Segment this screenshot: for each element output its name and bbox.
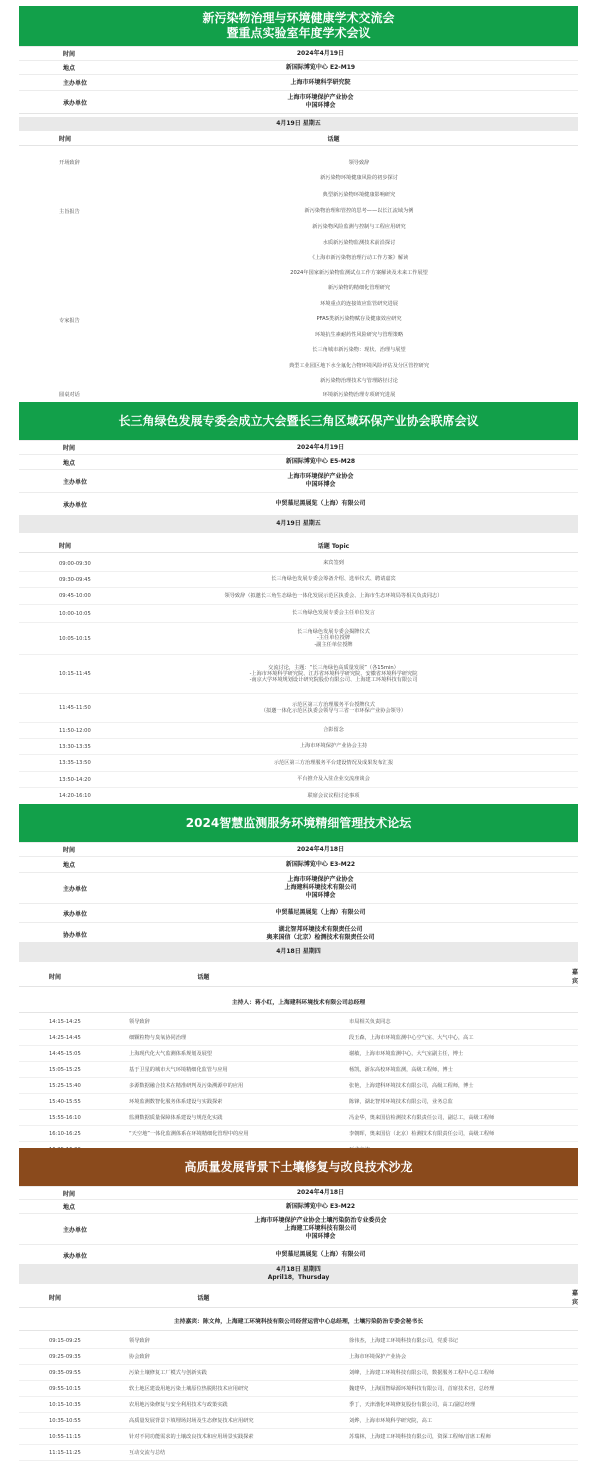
s1-topic: 新污染物治理和管控的思考——以长江流域为例 bbox=[304, 208, 414, 214]
s3-schedule bbox=[19, 1014, 578, 1158]
s2-row-time: 10:15-11:45 bbox=[59, 671, 91, 677]
s3-info-value-line: 上海市环境保护产业协会 bbox=[287, 876, 354, 883]
s4-row-time: 10:55-11:15 bbox=[49, 1433, 81, 1440]
s2-row-topic-line: 来宾签到 bbox=[323, 560, 344, 567]
s3-info-key: 地点 bbox=[63, 862, 76, 869]
s4-row-guest: 魏建华，上海国智绿源环境科技有限公司，首席技术官，总经理 bbox=[349, 1386, 495, 1392]
s4-row-time: 09:15-09:25 bbox=[49, 1337, 81, 1344]
s1-title-line2: 暨重点实验室年度学术会议 bbox=[226, 26, 371, 40]
s1-banner bbox=[19, 6, 578, 46]
s4-row-time: 09:25-09:35 bbox=[49, 1353, 81, 1360]
s2-info-value: 新国际博览中心 E5-M28 bbox=[285, 458, 356, 465]
s3-info-key: 主办单位 bbox=[63, 885, 88, 893]
s3-row-time: 14:15-14:25 bbox=[49, 1018, 81, 1025]
s2-row-topic bbox=[129, 776, 578, 782]
s4-info-row bbox=[19, 1213, 578, 1244]
s3-row-time: 15:25-15:40 bbox=[49, 1082, 81, 1089]
s3-info-table bbox=[19, 842, 578, 946]
s2-day-header: 4月19日 星期五 bbox=[19, 515, 578, 533]
s4-schedule bbox=[19, 1333, 578, 1461]
s2-row-topic bbox=[129, 743, 578, 749]
s1-info-value-line: 中国环博会 bbox=[305, 102, 336, 109]
s3-row bbox=[19, 1126, 578, 1142]
s2-column-header bbox=[19, 538, 578, 553]
s2-row-topic-line: 长三角绿色发展专委会筹备介绍、选举仪式、聘请嘉宾 bbox=[271, 576, 396, 583]
s4-info-key: 承办单位 bbox=[63, 1252, 88, 1260]
s4-info-row bbox=[19, 1199, 578, 1213]
s2-info-row bbox=[19, 454, 578, 469]
s2-row bbox=[19, 772, 578, 788]
s1-topic: 领导致辞 bbox=[348, 160, 370, 166]
s2-row-topic bbox=[129, 629, 578, 648]
s1-schedule bbox=[19, 145, 578, 398]
s4-row-topic: 污染土壤修复工厂模式与创新实践 bbox=[129, 1370, 207, 1376]
s1-info-value: 上海市环境科学研究院 bbox=[290, 78, 351, 86]
s2-row-topic bbox=[129, 702, 578, 714]
s2-row-topic-line: 领导致辞（拟邀长三角生态绿色一体化发展示范区执委会、上海市生态环境局等相关负责同志） bbox=[224, 592, 443, 599]
s3-host: 主持人：蒋小红，上海建科环境技术有限公司总经理 bbox=[19, 990, 578, 1013]
s4-info-value bbox=[173, 1217, 578, 1241]
s4-row-guest: 季丁，天津渤化环境修复股份有限公司，高工/副总经理 bbox=[349, 1402, 476, 1408]
s3-info-value-line: 上海建科环境技术有限公司 bbox=[284, 884, 357, 891]
s1-info-key: 主办单位 bbox=[63, 80, 88, 87]
s3-row-guest: 陈锋，湖北智邦环境技术有限公司，业务总监 bbox=[349, 1099, 453, 1105]
s4-info-value-line: 中国环博会 bbox=[305, 1233, 336, 1240]
s4-day-cn: 4月18日 星期四 bbox=[276, 1266, 321, 1273]
s2-row-topic-line: 示范区第三方治理服务平台授牌仪式 bbox=[291, 701, 375, 708]
s1-info-row bbox=[19, 60, 578, 74]
s2-row-topic bbox=[129, 593, 578, 599]
s2-row-topic bbox=[129, 727, 578, 733]
s4-info-value: 2024年4月18日 bbox=[296, 1189, 345, 1196]
s2-row-topic-line: -南京大学环境规划设计研究院股份有限公司、上海建工环境科技有限公司 bbox=[249, 677, 418, 684]
s4-row-topic: 农用地污染修复与安全利用技术与政策实践 bbox=[129, 1402, 228, 1408]
s1-info-key: 时间 bbox=[63, 51, 76, 58]
s4-row-guest: 刘烨，上海市环境科学研究院，高工 bbox=[349, 1418, 433, 1424]
s3-column-header bbox=[19, 966, 578, 987]
s2-row-topic bbox=[129, 576, 578, 582]
s2-info-value: 中贸慕尼黑展览（上海）有限公司 bbox=[275, 500, 366, 507]
s4-host: 主持嘉宾：陈文帅，上海建工环境科技有限公司经营运营中心总经理，土壤污染防治专委会秘书长 bbox=[19, 1310, 578, 1331]
s3-info-key: 承办单位 bbox=[63, 910, 88, 918]
s2-row bbox=[19, 723, 578, 739]
s4-row-topic: 协会致辞 bbox=[129, 1354, 150, 1360]
s1-label: 圆桌对话 bbox=[59, 392, 80, 398]
s3-row-topic: 环境监测数智化服务体系建设与实践探索 bbox=[129, 1099, 223, 1105]
s4-row-time: 11:15-11:25 bbox=[49, 1449, 81, 1456]
s4-row-topic: 高质量发展背景下填埋场封场及生态修复技术应用研究 bbox=[129, 1418, 254, 1424]
s2-info-value-line: 上海市环境保护产业协会 bbox=[287, 473, 354, 480]
s2-col-time: 时间 bbox=[59, 542, 72, 550]
s1-topic: 环境重点的连接效应监管研究进展 bbox=[320, 301, 398, 307]
s4-info-value: 中贸慕尼黑展览（上海）有限公司 bbox=[275, 1251, 366, 1258]
s2-row bbox=[19, 694, 578, 723]
s4-row bbox=[19, 1333, 578, 1349]
s3-row-guest: 冯金华，奥来国信检测技术有限责任公司，副总工，高级工程师 bbox=[349, 1115, 495, 1121]
s1-info-value-line: 上海市环境保护产业协会 bbox=[287, 94, 354, 101]
s2-row-topic-line: -上海市环境科学研究院、江苏省环境科学研究院、安徽省环境科学研究院 bbox=[249, 670, 418, 677]
s2-row-topic-line: 长三角绿色发展专委会主任单位发言 bbox=[291, 610, 375, 617]
s3-info-value-line: 湖北智邦环境技术有限责任公司 bbox=[278, 926, 363, 933]
s4-row bbox=[19, 1429, 578, 1445]
s4-row-time: 10:15-10:35 bbox=[49, 1401, 81, 1408]
s4-row-time: 09:55-10:15 bbox=[49, 1385, 81, 1392]
s4-row-time: 09:35-09:55 bbox=[49, 1369, 81, 1376]
s4-row bbox=[19, 1397, 578, 1413]
s2-info-key: 主办单位 bbox=[63, 478, 88, 486]
s2-row-topic bbox=[129, 760, 578, 766]
s2-row-time: 09:45-10:00 bbox=[59, 593, 91, 599]
s2-row-topic-line: -副主任单位授牌 bbox=[314, 641, 353, 648]
s3-row-time: 15:55-16:10 bbox=[49, 1114, 81, 1121]
s2-row-topic-line: 上海市环境保护产业协会主持 bbox=[299, 743, 368, 750]
s4-row-topic: 领导致辞 bbox=[129, 1338, 150, 1344]
s1-title-line1: 新污染物治理与环境健康学术交流会 bbox=[202, 11, 395, 25]
s3-row-topic: 监测数据质量保障体系建设与规范化实践 bbox=[129, 1115, 223, 1121]
s2-row bbox=[19, 655, 578, 694]
s2-row-time: 13:30-13:35 bbox=[59, 743, 91, 750]
s4-row-time: 10:35-10:55 bbox=[49, 1417, 81, 1424]
s1-topic: 长三角城市新污染物：现状、治理与展望 bbox=[312, 347, 406, 353]
s3-row-topic: 基于卫星的城市大气环境精细化监管与应用 bbox=[129, 1067, 228, 1073]
s4-col-guest: 嘉宾 bbox=[571, 1290, 578, 1306]
s4-column-header bbox=[19, 1287, 578, 1308]
s1-topic: 《上海市新污染物治理行动工作方案》解读 bbox=[309, 255, 409, 261]
s3-row bbox=[19, 1014, 578, 1030]
s3-row bbox=[19, 1094, 578, 1110]
s3-row-topic: 细颗粒物与臭氧协同治理 bbox=[129, 1035, 187, 1041]
s3-col-time: 时间 bbox=[49, 973, 62, 981]
s2-info-key: 承办单位 bbox=[63, 501, 88, 509]
s1-label: 主旨报告 bbox=[59, 209, 80, 215]
s3-row-guest: 李朝晖，奥来国信（北京）检测技术有限责任公司，高级工程师 bbox=[349, 1131, 495, 1137]
s3-info-value: 中贸慕尼黑展览（上海）有限公司 bbox=[275, 909, 366, 916]
s2-row bbox=[19, 572, 578, 588]
s4-row-topic: 互动交流与总结 bbox=[129, 1450, 166, 1456]
s3-row-topic: “天空地”一体化监测体系在环境精细化管理中的应用 bbox=[129, 1131, 249, 1137]
s2-row-topic bbox=[129, 793, 578, 799]
s2-row-topic-line: 交流讨论，主题：“长三角绿色高质量发展”（各15min） bbox=[268, 664, 399, 671]
s4-row-guest: 苏瑞林，上海建工环境科技有限公司，资深工程师/首席工程师 bbox=[349, 1434, 491, 1440]
s2-row-topic bbox=[129, 665, 578, 684]
s1-info-row bbox=[19, 46, 578, 60]
s1-topic: 新污染物环境健康风险的初步探讨 bbox=[320, 175, 398, 181]
s2-row bbox=[19, 556, 578, 572]
s4-day-en: April18，Thursday bbox=[267, 1274, 330, 1281]
s1-info-row bbox=[19, 74, 578, 90]
s4-row bbox=[19, 1381, 578, 1397]
s4-row-topic: 软土地区建设用地污染土壤原位热脱附技术应用研究 bbox=[129, 1386, 249, 1392]
s3-row bbox=[19, 1062, 578, 1078]
s1-info-row bbox=[19, 90, 578, 113]
s3-row-guest: 张艳，上海建科环境技术有限公司，高级工程师，博士 bbox=[349, 1083, 474, 1089]
s2-row-topic-line: 长三角绿色发展专委会揭牌仪式 bbox=[297, 629, 370, 636]
s4-info-key: 主办单位 bbox=[63, 1226, 88, 1234]
s1-col-time: 时间 bbox=[59, 135, 72, 143]
s3-info-key: 协办单位 bbox=[63, 931, 88, 939]
s2-row-topic-line: 联席会议议程讨论事项 bbox=[307, 792, 360, 799]
s4-info-key: 时间 bbox=[63, 1190, 76, 1198]
s2-row-time: 11:50-12:00 bbox=[59, 727, 91, 734]
s3-row-time: 16:10-16:25 bbox=[49, 1130, 81, 1137]
s3-info-value bbox=[173, 926, 578, 942]
s2-row-time: 09:30-09:45 bbox=[59, 576, 91, 583]
s4-day-header bbox=[19, 1264, 578, 1284]
s4-row bbox=[19, 1445, 578, 1461]
s2-row bbox=[19, 605, 578, 623]
s2-row-topic-line: 示范区第三方治理服务平台建设情况及成果发布汇报 bbox=[273, 759, 394, 766]
s3-info-value-line: 奥来国信（北京）检测技术有限责任公司 bbox=[266, 934, 375, 941]
s2-row-time: 09:00-09:30 bbox=[59, 560, 91, 567]
s3-row-guest: 段玉森，上海市环境监测中心空气室、大气中心，高工 bbox=[349, 1035, 474, 1041]
s2-info-value bbox=[173, 473, 578, 489]
s2-banner bbox=[19, 402, 578, 440]
s1-info-table bbox=[19, 46, 578, 114]
s2-row bbox=[19, 739, 578, 755]
s3-col-topic: 话题 bbox=[197, 973, 210, 981]
s1-info-value: 新国际博览中心 E2-M19 bbox=[285, 63, 356, 71]
s4-col-topic: 话题 bbox=[197, 1294, 210, 1302]
s2-row bbox=[19, 755, 578, 772]
s3-row bbox=[19, 1046, 578, 1062]
s2-info-value: 2024年4月19日 bbox=[296, 443, 345, 451]
s2-info-row bbox=[19, 469, 578, 492]
s1-label: 开场致辞 bbox=[59, 160, 80, 166]
s2-row-topic-line: 合影留念 bbox=[323, 727, 344, 734]
s4-row-guest: 上海市环境保护产业协会 bbox=[349, 1354, 407, 1360]
s2-info-value-line: 中国环博会 bbox=[305, 481, 336, 488]
s2-info-key: 时间 bbox=[63, 445, 76, 452]
s2-row-time: 13:35-13:50 bbox=[59, 760, 91, 766]
s3-info-value bbox=[173, 876, 578, 900]
s4-info-value-line: 上海建工环境科技有限公司 bbox=[284, 1225, 357, 1232]
s3-row-topic: 多源数据融合技术在精准研判及污染溯源中的应用 bbox=[129, 1083, 244, 1089]
s4-info-table bbox=[19, 1186, 578, 1266]
s1-topic: 新污染物治理技术与管理路径讨论 bbox=[320, 378, 398, 384]
s1-topic: 典型新污染物环境健康影响研究 bbox=[322, 192, 396, 198]
s3-info-row bbox=[19, 872, 578, 903]
s2-row-topic-line: 平台推介及入驻企业交流座谈会 bbox=[297, 776, 370, 783]
s1-col-topic: 话题 bbox=[327, 135, 340, 143]
s4-row-guest: 徐伟杰，上海建工环境科技有限公司，党委书记 bbox=[349, 1338, 458, 1344]
s1-topic: 环境新污染物治理专项研究进展 bbox=[322, 392, 396, 398]
s3-info-value-line: 中国环博会 bbox=[305, 892, 336, 899]
s1-topic: 典型工业园区地下水全氟化合物环境风险评估及分区管控研究 bbox=[288, 363, 430, 369]
s2-row bbox=[19, 623, 578, 655]
s1-label: 专家报告 bbox=[59, 318, 80, 324]
s2-row-time: 11:45-11:50 bbox=[59, 705, 91, 711]
s2-row-topic-line: （拟邀一体化示范区执委会领导与三省一市环保产业协会领导） bbox=[260, 708, 407, 714]
s3-row-guest: 谢敏，上海市环境监测中心，大气室副主任，博士 bbox=[349, 1051, 464, 1057]
s3-info-row bbox=[19, 903, 578, 922]
s4-row-guest: 刘峰，上海建工环境科技有限公司，数据服务工程中心总工程师 bbox=[349, 1370, 495, 1376]
s2-row-topic bbox=[129, 610, 578, 616]
s4-info-value-line: 上海市环境保护产业协会土壤污染防治专业委员会 bbox=[254, 1217, 387, 1224]
s2-row-time: 10:05-10:15 bbox=[59, 635, 91, 642]
s3-row bbox=[19, 1030, 578, 1046]
s3-row bbox=[19, 1078, 578, 1094]
s2-row bbox=[19, 788, 578, 805]
s3-row-time: 14:25-14:45 bbox=[49, 1034, 81, 1041]
s3-info-value: 新国际博览中心 E3-M22 bbox=[285, 860, 356, 868]
s3-row-topic: 领导致辞 bbox=[129, 1019, 150, 1025]
s4-row bbox=[19, 1365, 578, 1381]
s2-info-key: 地点 bbox=[63, 459, 76, 467]
s4-banner bbox=[19, 1148, 578, 1186]
s4-info-row bbox=[19, 1244, 578, 1265]
s1-topic: 水质新污染物监测技术前沿探讨 bbox=[322, 240, 396, 246]
s3-row bbox=[19, 1110, 578, 1126]
s1-column-header bbox=[19, 131, 578, 146]
s1-topic: 2024年国家新污染物监测试点工作方案解读及未来工作展望 bbox=[290, 270, 428, 276]
s3-title: 2024智慧监测服务环境精细管理技术论坛 bbox=[185, 815, 412, 830]
s3-row-time: 14:45-15:05 bbox=[49, 1050, 81, 1057]
s4-row-topic: 针对不同功能需求的土壤改良技术和应用场景实践探索 bbox=[129, 1434, 254, 1440]
s2-col-topic: 话题 Topic bbox=[317, 542, 350, 550]
s2-row bbox=[19, 588, 578, 605]
s1-topic: 新污染物风险监测与控制与工程应用研究 bbox=[312, 224, 406, 230]
s1-info-key: 承办单位 bbox=[63, 99, 88, 107]
s2-info-table bbox=[19, 440, 578, 516]
s4-title: 高质量发展背景下土壤修复与改良技术沙龙 bbox=[184, 1159, 413, 1174]
s3-row-time: 15:05-15:25 bbox=[49, 1066, 81, 1073]
s1-day-header: 4月19日 星期五 bbox=[19, 117, 578, 131]
s3-banner bbox=[19, 804, 578, 842]
s4-row bbox=[19, 1349, 578, 1365]
s4-info-value: 新国际博览中心 E3-M22 bbox=[285, 1202, 356, 1210]
s2-row-topic-line: -主任单位授牌 bbox=[317, 635, 350, 642]
s2-row-time: 14:20-16:10 bbox=[59, 793, 91, 799]
s3-row-topic: 上海现代化大气监测体系规划及展望 bbox=[129, 1051, 213, 1057]
s3-row-guest: 市局相关负责同志 bbox=[349, 1019, 391, 1025]
s3-info-row bbox=[19, 842, 578, 856]
s3-info-key: 时间 bbox=[63, 847, 76, 854]
s3-row-time: 15:40-15:55 bbox=[49, 1098, 81, 1105]
s1-topic: 新污染物的精细化管理研究 bbox=[327, 285, 391, 291]
s3-col-guest: 嘉宾 bbox=[571, 969, 578, 985]
s1-info-value: 2024年4月19日 bbox=[296, 49, 345, 57]
s1-info-value bbox=[173, 94, 578, 110]
s2-title: 长三角绿色发展专委会成立大会暨长三角区域环保产业协会联席会议 bbox=[118, 413, 479, 428]
s2-schedule bbox=[19, 556, 578, 821]
s1-topic: 环境抗生素耐药性风险研究与管理策略 bbox=[314, 332, 404, 338]
s3-day-header: 4月18日 星期四 bbox=[19, 942, 578, 962]
s2-row-time: 13:50-14:20 bbox=[59, 776, 91, 783]
s3-info-value: 2024年4月18日 bbox=[296, 845, 345, 853]
s3-info-row bbox=[19, 856, 578, 872]
s2-row-topic bbox=[129, 560, 578, 566]
s4-info-row bbox=[19, 1186, 578, 1199]
s4-info-key: 地点 bbox=[63, 1204, 76, 1211]
s4-row bbox=[19, 1413, 578, 1429]
s4-col-time: 时间 bbox=[49, 1294, 62, 1302]
s2-info-row bbox=[19, 440, 578, 454]
s1-topic: PFAS类新污染物赋存及健康效应研究 bbox=[316, 316, 402, 322]
s3-row-guest: 杨凯，浙东高校环境监测，高级工程师，博士 bbox=[349, 1067, 453, 1073]
s2-row-time: 10:00-10:05 bbox=[59, 610, 91, 617]
s1-info-key: 地点 bbox=[63, 65, 76, 72]
s2-info-row bbox=[19, 492, 578, 515]
